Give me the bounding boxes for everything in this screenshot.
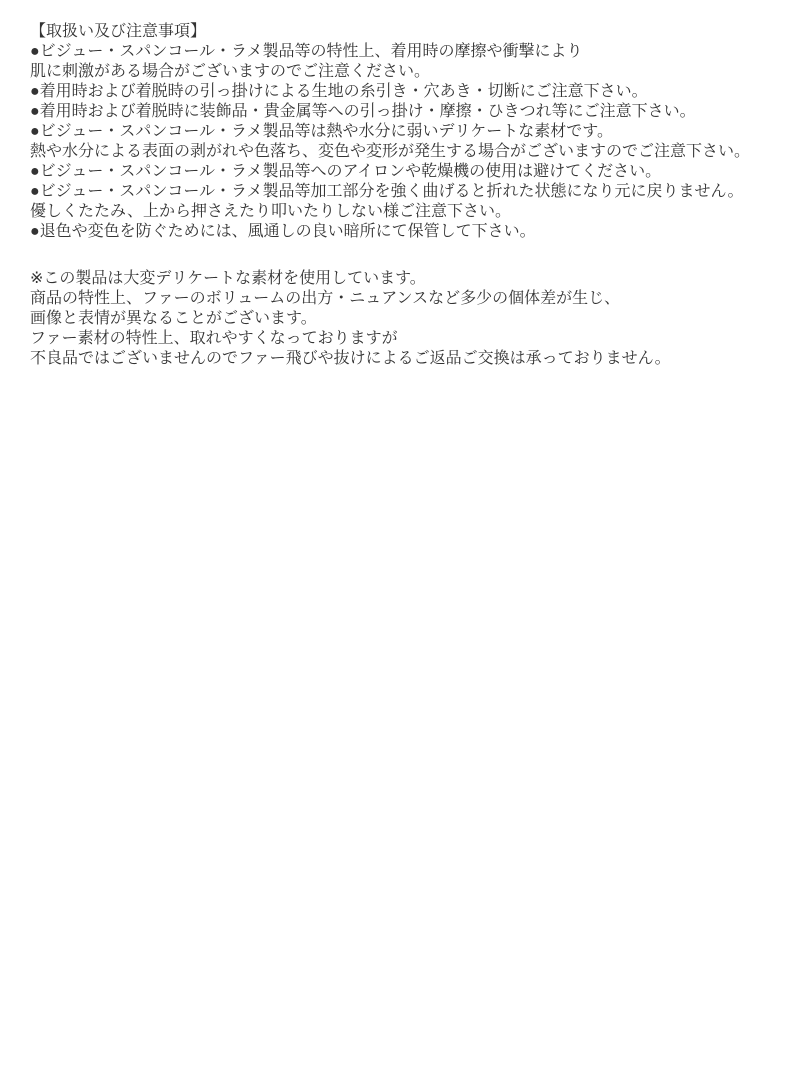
notice-line: 優しくたたみ、上から押さえたり叩いたりしない様ご注意下さい。 [30,203,511,220]
disclaimer-line: 不良品ではございませんのでファー飛びや抜けによるご返品ご交換は承っておりません。 [30,350,671,367]
disclaimer-line: 画像と表情が異なることがございます。 [30,310,317,327]
notice-line: ●着用時および着脱時に装飾品・貴金属等への引っ掛け・摩擦・ひきつれ等にご注意下さい。 [30,103,696,120]
notice-line: ●ビジュー・スパンコール・ラメ製品等は熱や水分に弱いデリケートな素材です。 [30,123,613,140]
disclaimer-line: ファー素材の特性上、取れやすくなっておりますが [30,330,398,347]
product-disclaimer-section [30,269,800,369]
notice-line: 熱や水分による表面の剥がれや色落ち、変色や変形が発生する場合がございますのでご注意下さい。 [30,143,751,160]
notice-line: ●退色や変色を防ぐためには、風通しの良い暗所にて保管して下さい。 [30,223,536,240]
notice-line: ●ビジュー・スパンコール・ラメ製品等加工部分を強く曲げると折れた状態になり元に戻りません。 [30,183,744,200]
care-notice-title: 【取扱い及び注意事項】 [30,23,207,40]
care-notice-document [0,0,800,369]
disclaimer-line: 商品の特性上、ファーのボリュームの出方・ニュアンスなど多少の個体差が生じ、 [30,290,621,307]
notice-line: ●ビジュー・スパンコール・ラメ製品等へのアイロンや乾燥機の使用は避けてください。 [30,163,662,180]
care-notice-section [30,42,800,242]
notice-line: ●着用時および着脱時の引っ掛けによる生地の糸引き・穴あき・切断にご注意下さい。 [30,83,648,100]
notice-line: 肌に刺激がある場合がございますのでご注意ください。 [30,63,431,80]
notice-line: ●ビジュー・スパンコール・ラメ製品等の特性上、着用時の摩擦や衝撃により [30,43,583,60]
disclaimer-line: ※この製品は大変デリケートな素材を使用しています。 [30,270,426,287]
